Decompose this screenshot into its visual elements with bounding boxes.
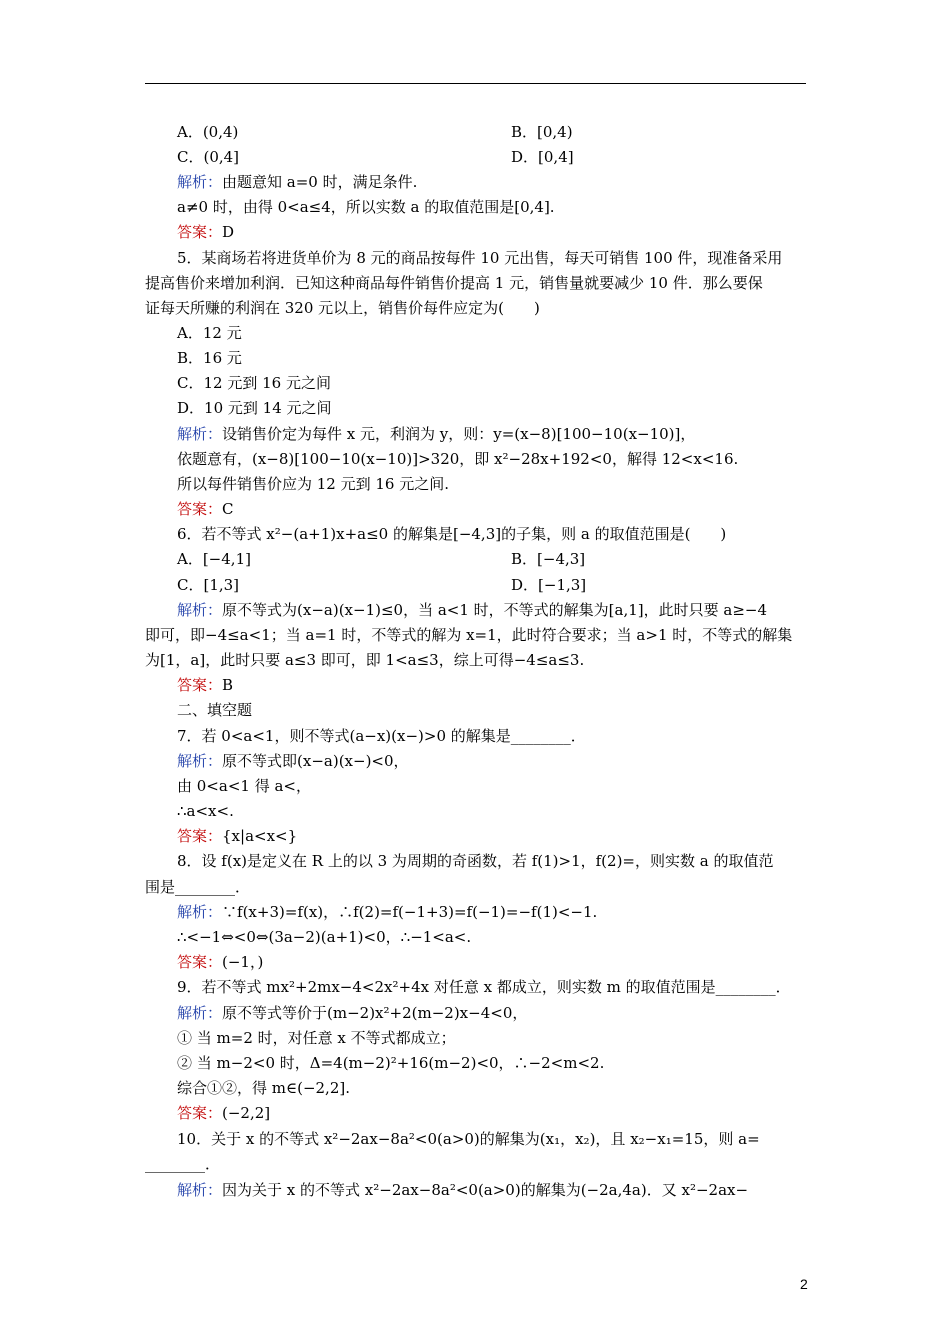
- analysis-text: 因为关于 x 的不等式 x²−2ax−8a²<0(a>0)的解集为(−2a,4a)．又 x²−2ax−: [222, 1181, 749, 1199]
- q6-option-a: A．[−4,1]: [177, 550, 251, 568]
- q5-option-c: C．12 元到 16 元之间: [177, 374, 331, 392]
- q9-analysis-line-4: 综合①②，得 m∈(−2,2].: [177, 1079, 350, 1097]
- answer-text: D: [222, 223, 235, 241]
- q10-stem-2: ________．: [145, 1155, 221, 1173]
- answer-label: 答案：: [177, 223, 223, 241]
- answer-label: 答案：: [177, 500, 223, 518]
- q4-answer-line: [177, 222, 234, 242]
- answer-label: 答案：: [177, 827, 223, 845]
- q5-option-d: D．10 元到 14 元之间: [177, 399, 332, 417]
- q4-option-d: D．[0,4]: [511, 148, 574, 166]
- q4-option-a: A．(0,4): [177, 123, 239, 141]
- q4-analysis-line-2: a≠0 时，由得 0<a≤4，所以实数 a 的取值范围是[0,4].: [177, 198, 555, 216]
- analysis-label: 解析：: [177, 1004, 223, 1022]
- q8-stem-2: 围是________．: [145, 878, 251, 896]
- analysis-text: ∵f(x+3)=f(x)，∴f(2)=f(−1+3)=f(−1)=−f(1)<−1.: [222, 903, 598, 921]
- q9-answer-line: [177, 1103, 270, 1123]
- analysis-text: 由题意知 a=0 时，满足条件.: [222, 173, 418, 191]
- q5-answer-line: [177, 499, 234, 519]
- answer-text: (−1，): [222, 953, 264, 971]
- q8-analysis-line-2: ∴<−1⇔<0⇔(3a−2)(a+1)<0，∴−1<a<.: [177, 928, 472, 946]
- analysis-text: 原不等式等价于(m−2)x²+2(m−2)x−4<0，: [222, 1004, 528, 1022]
- analysis-label: 解析：: [177, 1181, 223, 1199]
- q4-analysis-line: [177, 172, 417, 192]
- analysis-label: 解析：: [177, 173, 223, 191]
- q6-option-d: D．[−1,3]: [511, 576, 587, 594]
- answer-text: (−2,2]: [222, 1104, 271, 1122]
- answer-label: 答案：: [177, 676, 223, 694]
- q7-stem: 7．若 0<a<1，则不等式(a−x)(x−)>0 的解集是________．: [177, 727, 586, 745]
- analysis-text: 原不等式为(x−a)(x−1)≤0，当 a<1 时，不等式的解集为[a,1]，此时只要 a≥−4: [222, 601, 768, 619]
- analysis-text: 设销售价定为每件 x 元，利润为 y，则：y=(x−8)[100−10(x−10)]，: [222, 425, 696, 443]
- q5-option-b: B．16 元: [177, 349, 242, 367]
- q5-analysis-line-3: 所以每件销售价应为 12 元到 16 元之间.: [177, 475, 450, 493]
- q8-analysis-line: [177, 902, 597, 922]
- q7-analysis-line-3: ∴a<x<.: [177, 802, 234, 820]
- answer-text: B: [222, 676, 234, 694]
- q4-option-c: C．(0,4]: [177, 148, 240, 166]
- q10-analysis-line: [177, 1180, 748, 1200]
- q5-analysis-line: [177, 424, 695, 444]
- q5-stem-1: 5．某商场若将进货单价为 8 元的商品按每件 10 元出售，每天可销售 100 件，现准备采用: [177, 249, 783, 267]
- analysis-label: 解析：: [177, 425, 223, 443]
- answer-text: C: [222, 500, 234, 518]
- q6-analysis-line-2: 即可，即−4≤a<1；当 a=1 时，不等式的解为 x=1，此时符合要求；当 a>1 时，不等式的解集: [145, 626, 793, 644]
- q9-stem: 9．若不等式 mx²+2mx−4<2x²+4x 对任意 x 都成立，则实数 m 的取值范围是________．: [177, 978, 791, 996]
- q6-analysis-line: [177, 600, 767, 620]
- q6-analysis-line-3: 为[1，a]，此时只要 a≤3 即可，即 1<a≤3，综上可得−4≤a≤3.: [145, 651, 585, 669]
- q6-option-c: C．[1,3]: [177, 576, 240, 594]
- q5-analysis-line-2: 依题意有，(x−8)[100−10(x−10)]>320，即 x²−28x+192<0，解得 12<x<16.: [177, 450, 739, 468]
- q10-stem-1: 10．关于 x 的不等式 x²−2ax−8a²<0(a>0)的解集为(x₁，x₂)，且 x₂−x₁=15，则 a=: [177, 1130, 760, 1148]
- q6-option-b: B．[−4,3]: [511, 550, 586, 568]
- answer-text: {x|a<x<}: [222, 827, 298, 845]
- page-number: 2: [800, 1276, 808, 1292]
- q8-stem-1: 8．设 f(x)是定义在 R 上的以 3 为周期的奇函数，若 f(1)>1，f(2)=，则实数 a 的取值范: [177, 852, 774, 870]
- q8-answer-line: [177, 952, 263, 972]
- analysis-label: 解析：: [177, 903, 223, 921]
- q6-answer-line: [177, 675, 233, 695]
- q9-analysis-line-2: ① 当 m=2 时，对任意 x 不等式都成立；: [177, 1029, 456, 1047]
- answer-label: 答案：: [177, 1104, 223, 1122]
- q5-stem-3: 证每天所赚的利润在 320 元以上，销售价每件应定为( ): [145, 299, 540, 317]
- section-heading: 二、填空题: [177, 701, 253, 719]
- q7-answer-line: [177, 826, 297, 846]
- q5-stem-2: 提高售价来增加利润．已知这种商品每件销售价提高 1 元，销售量就要减少 10 件．那么要保: [145, 274, 763, 292]
- q9-analysis-line: [177, 1003, 527, 1023]
- answer-label: 答案：: [177, 953, 223, 971]
- q7-analysis-line: [177, 751, 409, 771]
- header-rule: [145, 83, 806, 84]
- q9-analysis-line-3: ② 当 m−2<0 时，Δ=4(m−2)²+16(m−2)<0，∴−2<m<2.: [177, 1054, 605, 1072]
- q5-option-a: A．12 元: [177, 324, 242, 342]
- q6-stem: 6．若不等式 x²−(a+1)x+a≤0 的解集是[−4,3]的子集，则 a 的取值范围是( ): [177, 525, 727, 543]
- analysis-label: 解析：: [177, 752, 223, 770]
- q7-analysis-line-2: 由 0<a<1 得 a<，: [177, 777, 311, 795]
- analysis-label: 解析：: [177, 601, 223, 619]
- q4-option-b: B．[0,4): [511, 123, 573, 141]
- analysis-text: 原不等式即(x−a)(x−)<0，: [222, 752, 409, 770]
